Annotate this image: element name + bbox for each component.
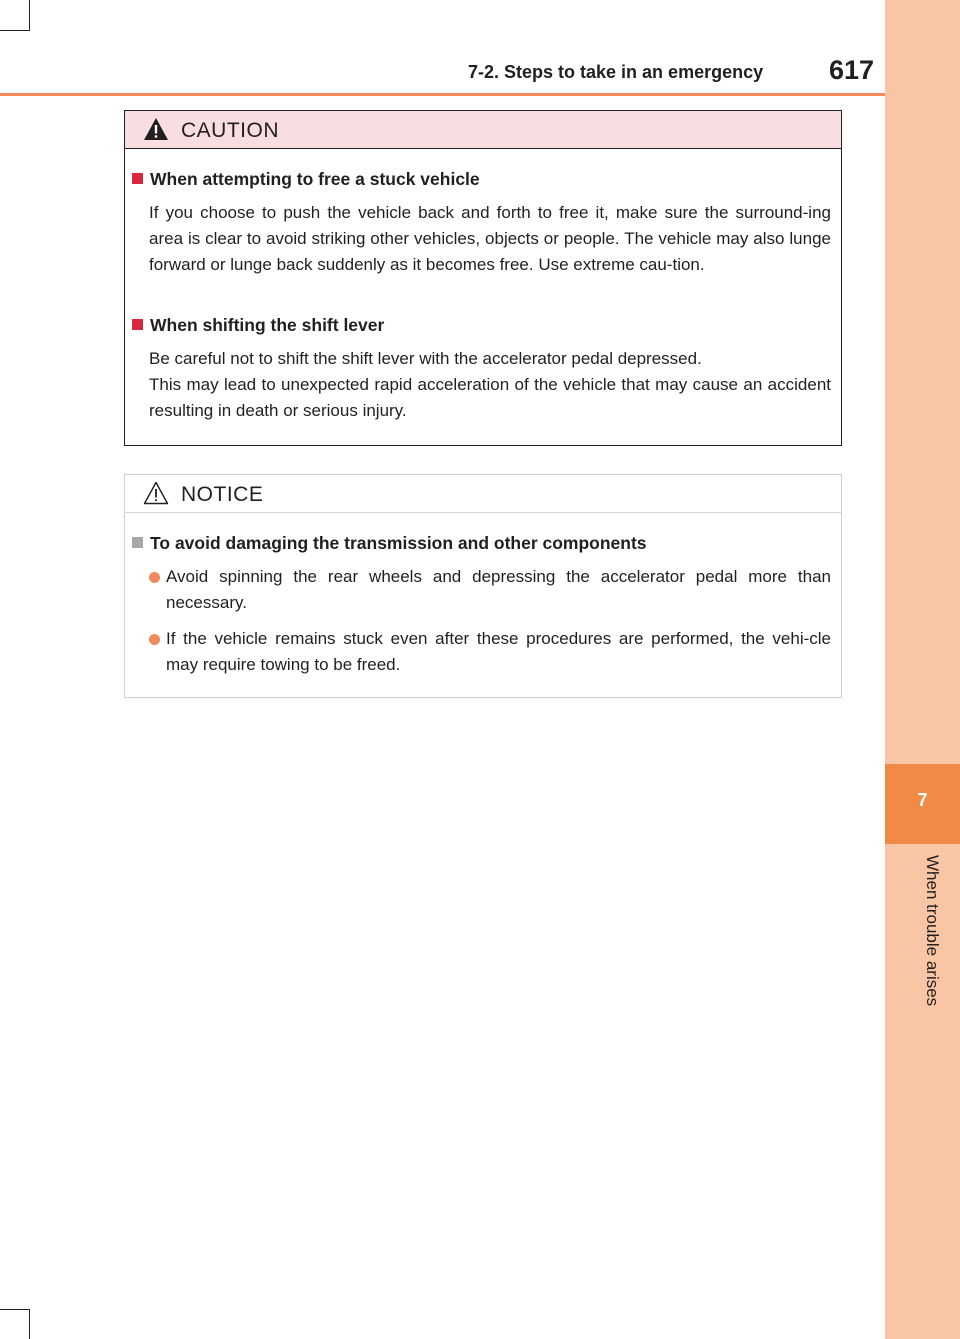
section-heading: When attempting to free a stuck vehicle xyxy=(132,169,831,190)
crop-mark-top-left-h xyxy=(0,30,30,31)
caution-title: CAUTION xyxy=(181,119,279,142)
orange-dot-bullet-icon xyxy=(149,634,160,645)
red-square-bullet-icon xyxy=(132,173,143,184)
notice-section-transmission xyxy=(132,533,831,678)
notice-box xyxy=(124,474,842,698)
notice-header xyxy=(125,475,841,513)
warning-triangle-outline-icon xyxy=(143,481,169,505)
paragraph: If you choose to push the vehicle back and forth to free it, make sure the surround-ing area is clear to avoid striking other vehicles, objects or people. The vehicle may also lunge forward or lunge back suddenly as it becomes free. Use extreme cau-tion. xyxy=(149,203,831,274)
chapter-title: When trouble arises xyxy=(923,855,942,1007)
caution-section-stuck xyxy=(132,169,831,278)
chapter-side-tab xyxy=(885,0,960,1339)
crop-mark-bottom-left-v xyxy=(29,1309,30,1339)
paragraph: Be careful not to shift the shift lever with the accelerator pedal depressed. xyxy=(149,349,702,368)
caution-section-shift xyxy=(132,315,831,424)
section-heading: When shifting the shift lever xyxy=(132,315,831,336)
section-heading: To avoid damaging the transmission and other components xyxy=(132,533,831,554)
caution-header xyxy=(125,111,841,149)
list-item: If the vehicle remains stuck even after these procedures are performed, the vehi-cle may require towing to be freed. xyxy=(149,626,831,678)
notice-title: NOTICE xyxy=(181,483,264,506)
header-section-title: 7-2. Steps to take in an emergency xyxy=(468,62,764,82)
header-rule xyxy=(0,93,885,96)
crop-mark-bottom-left-h xyxy=(0,1309,30,1310)
paragraph: This may lead to unexpected rapid acceleration of the vehicle that may cause an accident resulting in death or serious injury. xyxy=(149,375,831,420)
caution-box xyxy=(124,110,842,446)
list-item: Avoid spinning the rear wheels and depressing the accelerator pedal more than necessary. xyxy=(149,564,831,616)
red-square-bullet-icon xyxy=(132,319,143,330)
chapter-number: 7 xyxy=(917,790,928,810)
gray-square-bullet-icon xyxy=(132,537,143,548)
orange-dot-bullet-icon xyxy=(149,572,160,583)
warning-triangle-icon xyxy=(143,117,169,141)
crop-mark-top-left-v xyxy=(29,0,30,30)
page-number: 617 xyxy=(829,55,875,85)
